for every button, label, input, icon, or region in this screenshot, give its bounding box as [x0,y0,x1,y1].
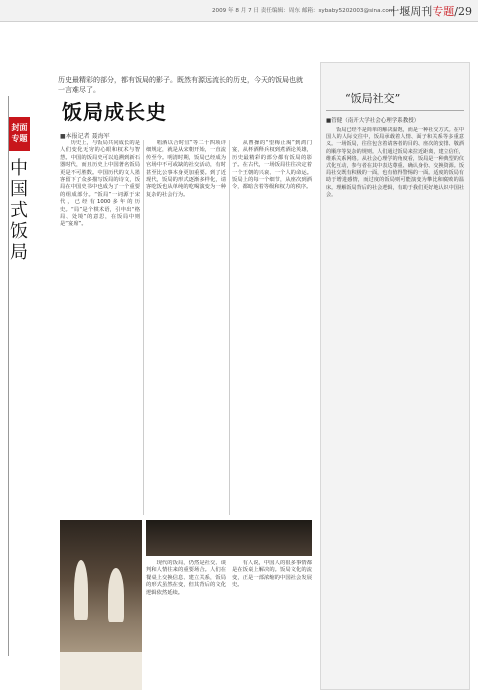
article-column-4 [146,560,226,688]
sidebar-title: “饭局社交” [345,92,401,105]
column-5-text: 有人说，中国人的很多事情都是在饭桌上解决的。饭局文化的流变，正是一部浓缩的中国社会发展史。 [232,560,312,589]
article-column-1 [60,140,140,535]
article-byline: ■本报记者 聂海军 [60,133,110,140]
cover-topic-badge: 封面专题 [9,117,30,151]
banquet-photo-top [146,520,312,556]
banquet-photo [60,520,142,690]
photo-figure [108,568,124,622]
header-page-number: /29 [454,5,472,18]
sidebar-byline: ■管健（南开大学社会心理学系教授） [326,118,420,124]
article-column-5 [232,560,312,688]
article-lead: 历史最精彩的部分，都有饭局的影子。既然有源远流长的历史，今天的饭局也就一言难尽了。 [58,76,303,94]
article-title: 饭局成长史 [62,100,167,124]
column-4-text: 现代的饭局，仍然是社交、谈判和人情往来的重要场合。人们在餐桌上交换信息、建立关系，饭局的形式虽然在变，但其背后的文化逻辑依然延续。 [146,560,226,596]
column-2-text: 唱酒以合时宜”等二十四项详细规定，就是从宋朝开始，一直流传至今。明清时期，饭局已经成为官场中不可或缺的社交活动，有时甚至比公事本身更加重要。到了近现代，饭局的形式逐渐多样化，请客吃饭也从单纯的吃喝演变为一种复杂的社会行为。 [146,140,226,198]
page-header [0,0,478,22]
photo-figure [74,560,88,620]
column-divider [229,140,230,515]
header-brand: 十堰周刊 [388,5,433,18]
header-info: 2009 年 8 月 7 日 责任编辑：周东 邮箱：sybaby5202003@sina.com [212,8,395,14]
sidebar-paragraph: 饭局已经不是简单的解决温饱，而是一种社交方式。在中国人的人际交往中，饭局承载着人情、面子和关系等多重意义。一场饭局，往往包含着请客者的目的、座次的安排、敬酒的顺序等复杂的规则。人们通过饭局来拉近距离，建立信任，维系关系网络。从社会心理学的角度看，饭局是一种典型的仪式化互动，参与者在其中表达尊重、确认身份、交换资源。饭局社交既有积极的一面，也有值得警惕的一面。适度的饭局有助于增进感情，而过度的饭局则可能演变为攀比和腐败的温床。理解饭局背后的社会逻辑，有助于我们更好地认识中国社会。 [326,127,464,198]
sidebar-text [326,127,464,685]
column-1-text: 历史上，与饭局共同成长的是人们变化无穷的心眼和权术与智慧。中国的饭局史可以追溯到新石器时代，而且历史上中国著名饭局更是不可胜数。中国历代的文人墨客留下了众多描写饭局的诗文，饭局在中国史书中也成为了一个重要的组成部分。“饭局”一词源于宋代，已经有1000多年的历史。“局”是个棋术语，引申出“格局、处境”的意思，在饭局中则是“宴席”。 [60,140,140,228]
vertical-section-title: 中国式饭局 [7,158,28,263]
article-column-2 [146,140,226,535]
column-divider [143,140,144,515]
header-section: 专题 [432,5,455,18]
header-brand-area [388,3,472,19]
article-column-3 [232,140,312,535]
sidebar-rule [326,110,464,111]
photo-table [60,652,142,690]
column-3-text: 从曹操的“望梅止渴”到鸿门宴，从杯酒释兵权到煮酒论英雄，历史最精彩的部分都有饭局的影子。在古代，一场饭局往往决定着一个王朝的兴衰、一个人的命运。饭局上的每一个细节，从座次到酒令，都暗含着等级和权力的秩序。 [232,140,312,191]
